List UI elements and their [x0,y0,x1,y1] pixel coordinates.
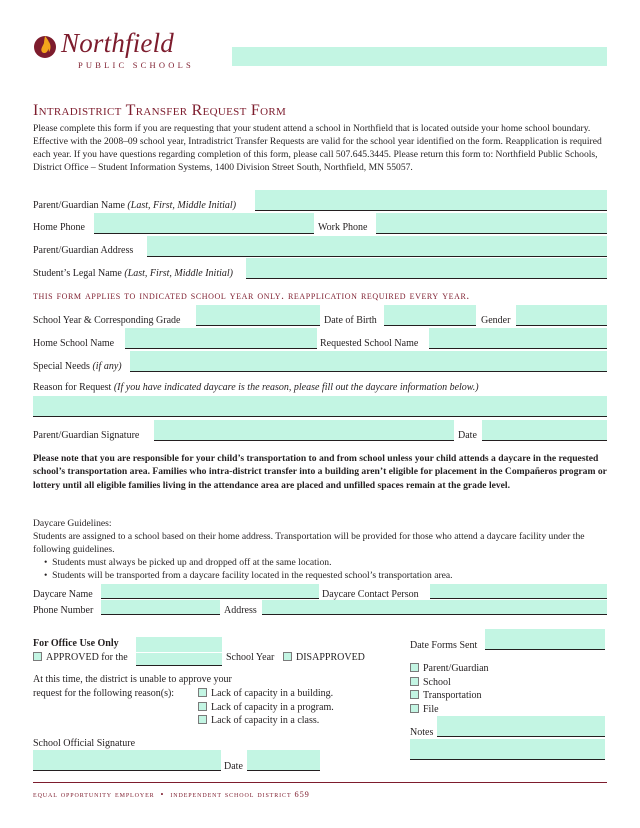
reason-program-row: Lack of capacity in a program. [198,702,334,714]
intro-paragraph: Please complete this form if you are requesting that your student attend a school in Northfield that is located outside your home school boundary. Effective with the 2008–09 school year, Intradistrict Transfer Requests are valid for the school year identified on the form. Reapplication is required each year. If you have questions regarding completion of this form, please call 507.645.3445. Please return this form to: Northfield Public Schools, District Office – Student Information Systems, 1400 Division Street South, Northfield, MN 55057. [33,123,602,174]
transportation-note: Please note that you are responsible for your child’s transportation to and from school unless your child attends a daycare in the requested school’s transportation area. Families who intra-district transfer into a building aren’t eligible for placement in the Compañeros program or lottery until all eligible families living in the attendance area are placed and unfilled spaces remain at the grade level. [33,453,607,491]
daycare-text: Students are assigned to a school based on their home address. Transportation will be provided for those who attend a daycare facility under the following guidelines. [33,531,585,556]
daycare-name-input[interactable] [101,584,319,599]
student-name-label: Student’s Legal Name (Last, First, Middle Initial) [33,268,233,279]
recipient-school-row: School [410,677,451,689]
recipient-parent-row: Parent/Guardian [410,663,489,675]
school-year-label: School Year [226,652,275,663]
signature-date-label: Date [458,430,477,441]
recipient-checkbox[interactable] [410,663,419,672]
guardian-address-input[interactable] [147,236,607,257]
guardian-name-input[interactable] [255,190,607,211]
daycare-contact-input[interactable] [430,584,607,599]
home-school-input[interactable] [125,328,317,349]
home-school-label: Home School Name [33,338,115,349]
daycare-name-label: Daycare Name [33,589,93,600]
official-date-input[interactable] [247,750,320,771]
guardian-name-label: Parent/Guardian Name (Last, First, Middle Initial) [33,200,237,211]
date-forms-sent-label: Date Forms Sent [410,640,478,651]
district-logo [30,28,230,76]
daycare-bullet: • Students will be transported from a daycare facility located in the requested school’s transportation area. [44,570,453,581]
notes-label: Notes [410,727,434,738]
special-needs-label: Special Needs (if any) [33,361,122,372]
disapproved-checkbox[interactable] [283,652,292,661]
office-field-top[interactable] [136,637,222,652]
reason-checkbox[interactable] [198,715,207,724]
reason-checkbox[interactable] [198,702,207,711]
recipient-file-row: File [410,704,439,716]
student-name-input[interactable] [246,258,607,279]
requested-school-label: Requested School Name [320,338,419,349]
signature-input[interactable] [154,420,454,441]
reason-input[interactable] [33,396,607,417]
logo-subtitle: PUBLIC SCHOOLS [78,60,194,70]
guardian-address-label: Parent/Guardian Address [33,245,134,256]
reason-checkbox[interactable] [198,688,207,697]
footer-rule [33,782,607,783]
flame-icon [32,32,58,60]
dob-label: Date of Birth [324,315,377,326]
unable-line-2: request for the following reason(s): [33,688,175,699]
gender-input[interactable] [516,305,607,326]
daycare-address-label: Address [224,605,257,616]
official-date-label: Date [224,761,243,772]
gender-label: Gender [481,315,511,326]
approved-checkbox[interactable] [33,652,42,661]
daycare-address-input[interactable] [262,600,607,615]
home-phone-label: Home Phone [33,222,85,233]
reason-label: Reason for Request (If you have indicated daycare is the reason, please fill out the daycare information below.) [33,382,479,393]
daycare-contact-label: Daycare Contact Person [322,589,419,600]
recipient-transportation-row: Transportation [410,690,482,702]
work-phone-label: Work Phone [318,222,368,233]
official-signature-input[interactable] [33,750,221,771]
logo-wordmark: Northfield [61,28,175,58]
unable-line-1: At this time, the district is unable to approve your [33,674,232,685]
recipient-checkbox[interactable] [410,690,419,699]
recipient-checkbox[interactable] [410,677,419,686]
daycare-phone-label: Phone Number [33,605,94,616]
header-field[interactable] [232,47,607,66]
school-year-grade-input[interactable] [196,305,320,326]
signature-date-input[interactable] [482,420,607,441]
work-phone-input[interactable] [376,213,607,234]
reapplication-notice: this form applies to indicated school year only. reapplication required every year. [33,290,470,302]
daycare-heading: Daycare Guidelines: [33,518,112,529]
dob-input[interactable] [384,305,476,326]
date-forms-sent-input[interactable] [485,629,605,650]
reason-class-row: Lack of capacity in a class. [198,715,319,727]
official-signature-label: School Official Signature [33,738,136,749]
home-phone-input[interactable] [94,213,314,234]
office-use-heading: For Office Use Only [33,638,119,649]
daycare-bullet: • Students must always be picked up and dropped off at the same location. [44,557,332,568]
requested-school-input[interactable] [429,328,607,349]
recipient-checkbox[interactable] [410,704,419,713]
form-title: Intradistrict Transfer Request Form [33,102,287,119]
disapproved-row: DISAPPROVED [283,652,365,664]
approved-year-input[interactable] [136,653,222,666]
daycare-phone-input[interactable] [101,600,220,615]
signature-label: Parent/Guardian Signature [33,430,140,441]
notes-input-1[interactable] [437,716,605,737]
notes-input-2[interactable] [410,739,605,760]
special-needs-input[interactable] [130,351,607,372]
approved-row: APPROVED for the [33,652,128,664]
footer-text: equal opportunity employer • independent school district 659 [33,790,310,799]
school-year-grade-label: School Year & Corresponding Grade [33,315,181,326]
reason-building-row: Lack of capacity in a building. [198,688,333,700]
